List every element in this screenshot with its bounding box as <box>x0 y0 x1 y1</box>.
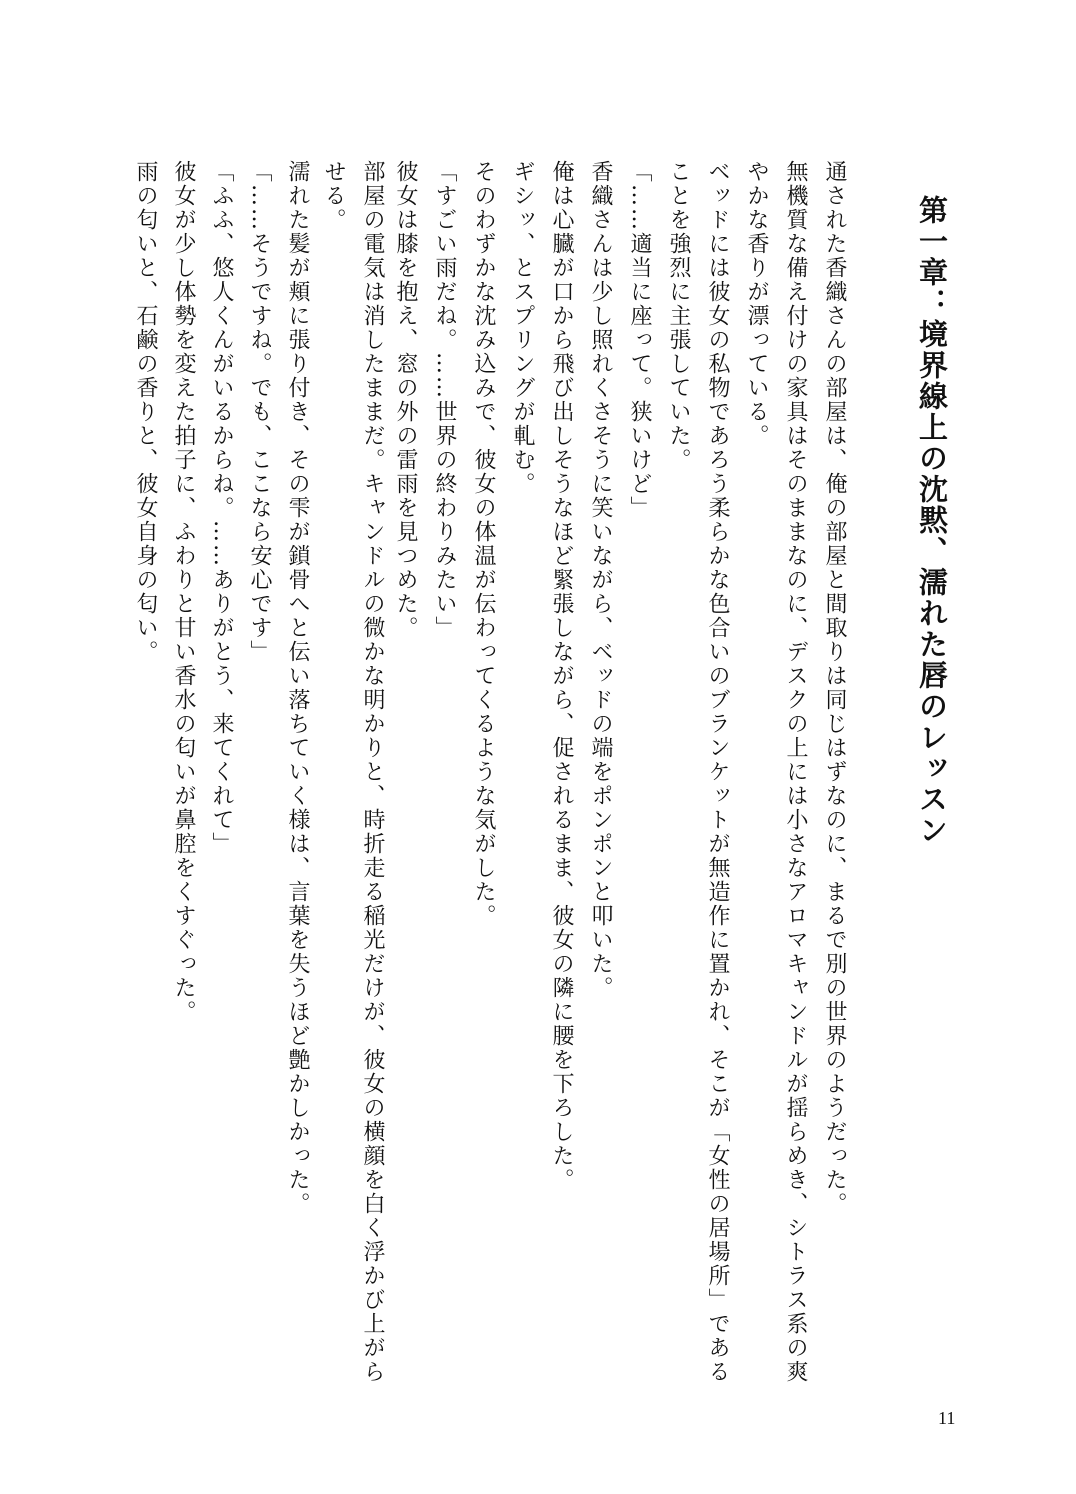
text-line: 濡れた髪が頬に張り付き、その雫が鎖骨へと伝い落ちていく様は、言葉を失うほど艶かしかった。 <box>285 160 310 1216</box>
text-line: そのわずかな沈み込みで、彼女の体温が伝わってくるような気がした。 <box>471 160 496 928</box>
text-line: 彼女は膝を抱え、窓の外の雷雨を見つめた。 <box>393 160 418 640</box>
text-line: ギシッ、とスプリングが軋む。 <box>510 160 535 496</box>
text-line: 部屋の電気は消したままだ。キャンドルの微かな明かりと、時折走る稲光だけが、彼女の横顔を白く浮かび上がら <box>360 160 385 1384</box>
text-line: ベッドには彼女の私物であろう柔らかな色合いのブランケットが無造作に置かれ、そこが「女性の居場所」である <box>705 160 730 1384</box>
text-line: 「すごい雨だね。……世界の終わりみたい」 <box>432 160 457 640</box>
text-line: 無機質な備え付けの家具はそのままなのに、デスクの上には小さなアロマキャンドルが揺らめき、シトラス系の爽 <box>783 160 808 1384</box>
text-line: 「ふふ、悠人くんがいるからね。……ありがとう、来てくれて」 <box>209 160 234 856</box>
text-line: せる。 <box>321 160 346 232</box>
text-line: やかな香りが漂っている。 <box>744 160 769 448</box>
text-line: 香織さんは少し照れくさそうに笑いながら、ベッドの端をポンポンと叩いた。 <box>588 160 613 1000</box>
text-line: 「……適当に座って。狭いけど」 <box>627 160 652 520</box>
text-line: 「……そうですね。でも、ここなら安心です」 <box>247 160 272 664</box>
text-line: 通された香織さんの部屋は、俺の部屋と間取りは同じはずなのに、まるで別の世界のようだった。 <box>822 160 847 1216</box>
text-line: 雨の匂いと、石鹸の香りと、彼女自身の匂い。 <box>133 160 158 664</box>
chapter-title: 第一章：境界線上の沈黙、濡れた唇のレッスン <box>915 195 949 846</box>
page-number: 11 <box>938 1408 956 1428</box>
text-line: ことを強烈に主張していた。 <box>666 160 691 472</box>
text-line: 俺は心臓が口から飛び出しそうなほど緊張しながら、促されるまま、彼女の隣に腰を下ろした。 <box>549 160 574 1192</box>
text-line: 彼女が少し体勢を変えた拍子に、ふわりと甘い香水の匂いが鼻腔をくすぐった。 <box>171 160 196 1024</box>
